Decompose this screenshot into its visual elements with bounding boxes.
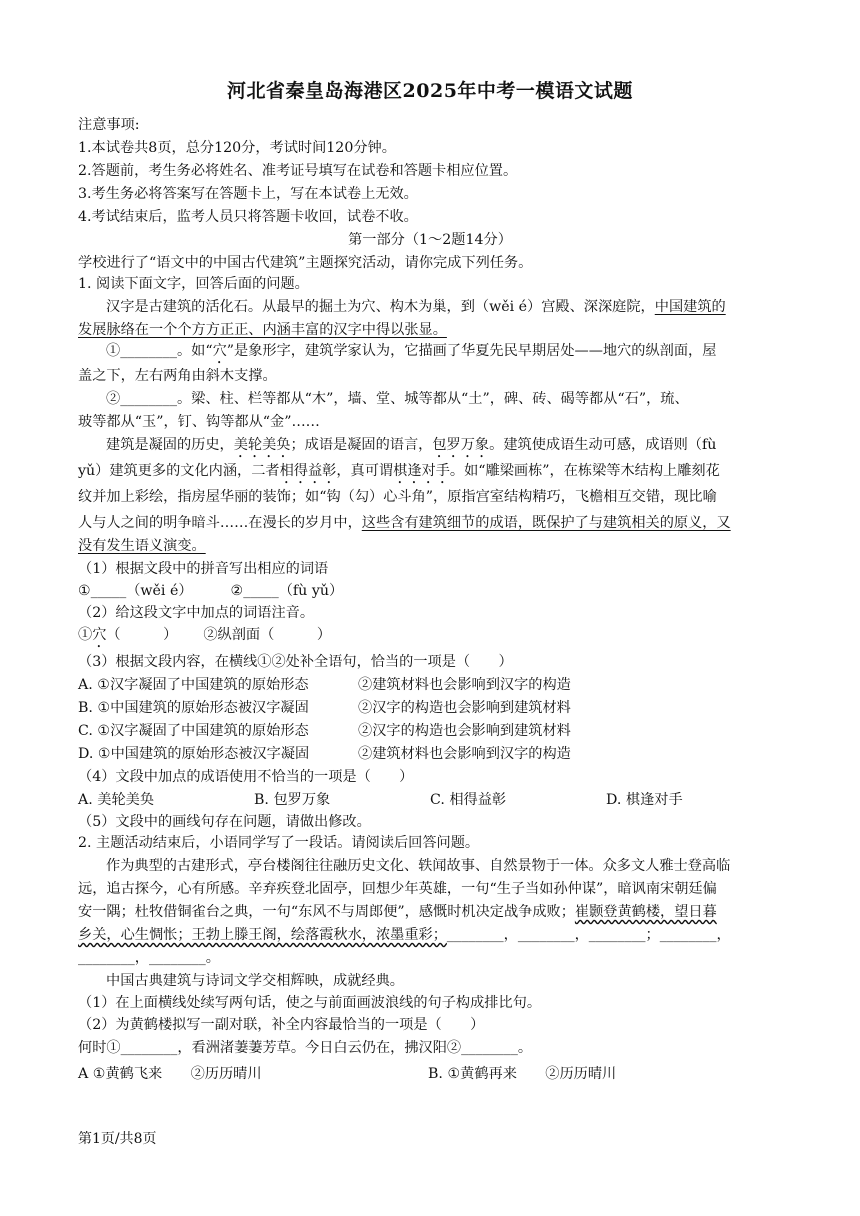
q1-passage-line: 纹并加上彩绘，指房屋华丽的装饰；如“钩（勾）心斗角”，原指宫室结构精巧，飞檐相互交错，现比喻 xyxy=(78,489,717,505)
q1-passage-line: 盖之下，左右两角由斜木支撑。 xyxy=(78,368,277,384)
underlined-sentence: 这些含有建筑细节的成语，既保护了与建筑相关的原义，又 xyxy=(361,515,731,531)
option[interactable]: A. 美轮美奂 xyxy=(78,792,155,808)
answer-blank[interactable]: ①_____（wěi é） xyxy=(78,583,193,599)
text: 。如“雕梁画栋”，在栋梁等木结构上雕刻花 xyxy=(449,463,720,479)
dotted-char: 穴 xyxy=(212,343,227,359)
underlined-sentence: 中国建筑的 xyxy=(654,299,726,315)
text: ；成语是凝固的语言， xyxy=(290,437,433,453)
text: 安一隅；杜牧借铜雀台之典，一句“东风不与周郎便”，感慨时机决定战争成败； xyxy=(78,904,575,920)
q1-sub2-blanks xyxy=(78,624,783,651)
q2-passage-line[interactable]: ________，________。 xyxy=(78,950,220,966)
part1-heading: 第一部分（1～2题14分） xyxy=(348,232,512,248)
underlined-sentence: 没有发生语义演变。 xyxy=(78,538,206,554)
q1-sub4: （4）文段中加点的成语使用不恰当的一项是（ ） xyxy=(78,769,414,785)
q1-passage-line xyxy=(78,340,783,367)
q1-passage-line xyxy=(78,434,783,461)
option-part: B. ①中国建筑的原始形态被汉字凝固 xyxy=(78,700,309,716)
q1-passage-line xyxy=(78,319,783,339)
dotted-idiom: 包罗万象 xyxy=(432,437,490,453)
q2-passage-line: 作为典型的古建形式，亭台楼阁往往融历史文化、轶闻故事、自然景物于一体。众多文人雅士登高临 xyxy=(106,858,731,874)
text: ①________。如“ xyxy=(106,343,213,359)
underlined-sentence: 发展脉络在一个个方方正正、内涵丰富的汉字中得以张显。 xyxy=(78,322,447,338)
notice-item: 2.答题前，考生务必将姓名、准考证号填写在试卷和答题卡相应位置。 xyxy=(78,163,518,179)
q1-sub2: （2）给这段文字中加点的词语注音。 xyxy=(78,605,315,621)
q1-sub1: （1）根据文段中的拼音写出相应的词语 xyxy=(78,561,329,577)
notice-heading: 注意事项: xyxy=(78,117,140,133)
option[interactable]: B. 包罗万象 xyxy=(254,792,331,808)
q1-sub1-blanks xyxy=(78,580,783,600)
q1-sub3: （3）根据文段内容，在横线①②处补全语句，恰当的一项是（ ） xyxy=(78,654,513,670)
q2-passage-line: 远，追古探今，心有所感。辛弃疾登北固亭，回想少年英雄，一句“生子当如孙仲谋”，暗讽南宋朝廷偏 xyxy=(78,881,717,897)
text: 建筑是凝固的历史， xyxy=(106,437,234,453)
option-part: A. ①汉字凝固了中国建筑的原始形态 xyxy=(78,677,309,693)
q1-passage-line: 玻等都从“玉”，钉、钩等都从“金”…… xyxy=(78,414,320,430)
answer-blank[interactable]: （ ） xyxy=(106,627,178,643)
text: ① xyxy=(78,627,93,643)
option-part: D. ①中国建筑的原始形态被汉字凝固 xyxy=(78,746,310,762)
option-part: ②建筑材料也会影响到汉字的构造 xyxy=(358,677,571,693)
q1-passage-line xyxy=(78,535,783,555)
part1-intro: 学校进行了“语文中的中国古代建筑”主题探究活动，请你完成下列任务。 xyxy=(78,255,533,271)
wavy-underlined-sentence: 崔颢登黄鹤楼，望日暮 xyxy=(574,904,717,920)
q2-passage-line xyxy=(78,901,783,921)
q1-sub3-option[interactable] xyxy=(78,720,783,740)
q1-sub5: （5）文段中的画线句存在问题，请做出修改。 xyxy=(78,814,371,830)
q2-sub1: （1）在上面横线处续写两句话，使之与前面画波浪线的句子构成排比句。 xyxy=(78,995,542,1011)
dotted-char: 穴 xyxy=(92,627,107,643)
text: 人与人之间的明争暗斗……在漫长的岁月中， xyxy=(78,515,362,531)
page-title: 河北省秦皇岛海港区2025年中考一模语文试题 xyxy=(227,80,633,102)
text: 汉字是古建筑的活化石。从最早的掘土为穴、构木为巢，到（wěi é）宫殿、深深庭院， xyxy=(106,299,655,315)
q2-sub2: （2）为黄鹤楼拟写一副对联，补全内容最恰当的一项是（ ） xyxy=(78,1017,485,1033)
dotted-idiom: 相得益彰 xyxy=(279,463,337,479)
wavy-underlined-sentence: 乡关，心生惆怅；王勃上滕王阁，绘落霞秋水，浓墨重彩； xyxy=(78,927,447,943)
q1-passage-line xyxy=(78,296,783,316)
text: ，真可谓 xyxy=(336,463,394,479)
option[interactable]: C. 相得益彰 xyxy=(430,792,507,808)
q1-sub4-options xyxy=(78,789,783,809)
dotted-idiom: 美轮美奂 xyxy=(233,437,291,453)
notice-item: 3.考生务必将答案写在答题卡上，写在本试卷上无效。 xyxy=(78,186,418,202)
q1-sub3-option[interactable] xyxy=(78,697,783,717)
option-part: ②建筑材料也会影响到汉字的构造 xyxy=(358,746,571,762)
notice-item: 4.考试结束后，监考人员只将答题卡收回，试卷不收。 xyxy=(78,209,418,225)
answer-blank[interactable]: ________，________，________；________， xyxy=(446,927,731,943)
text: ”是象形字，建筑学家认为，它描画了华夏先民早期居处——地穴的纵剖面，屋 xyxy=(226,343,717,359)
notice-item: 1.本试卷共8页，总分120分，考试时间120分钟。 xyxy=(78,140,396,156)
q2-passage-line xyxy=(78,924,783,944)
option-part: ②汉字的构造也会影响到建筑材料 xyxy=(358,723,571,739)
option[interactable]: D. 棋逢对手 xyxy=(606,792,683,808)
answer-blank[interactable]: ②_____（fù yǔ） xyxy=(230,583,344,599)
q1-sub3-option[interactable] xyxy=(78,743,783,763)
q2-stem: 2. 主题活动结束后，小语同学写了一段话。请阅读后回答问题。 xyxy=(78,835,480,851)
q2-passage-line: 中国古典建筑与诗词文学交相辉映，成就经典。 xyxy=(106,973,404,989)
answer-blank[interactable]: ②纵剖面（ ） xyxy=(203,627,332,643)
option-part: ②汉字的构造也会影响到建筑材料 xyxy=(358,700,571,716)
page-number: 第1页/共8页 xyxy=(78,1131,157,1147)
q1-stem: 1. 阅读下面文字，回答后面的问题。 xyxy=(78,276,309,292)
option[interactable]: B. ①黄鹤再来 ②历历晴川 xyxy=(428,1066,617,1082)
q2-couplet: 何时①________，看洲渚萋萋芳草。今日白云仍在，拂汉阳②________。 xyxy=(78,1040,533,1056)
text: 。建筑使成语生动可感，成语则（fù xyxy=(489,437,717,453)
q1-passage-line xyxy=(78,460,783,487)
q2-sub2-options xyxy=(78,1063,783,1083)
q1-passage-line: ②________。梁、柱、栏等都从“木”，墙、堂、城等都从“土”，碑、砖、碣等都从“石”，琉、 xyxy=(106,391,689,407)
option-part: C. ①汉字凝固了中国建筑的原始形态 xyxy=(78,723,309,739)
q1-passage-line xyxy=(78,512,783,532)
text: yǔ）建筑更多的文化内涵，二者 xyxy=(78,463,280,479)
q1-sub3-option[interactable] xyxy=(78,674,783,694)
dotted-idiom: 棋逢对手 xyxy=(393,463,450,479)
option[interactable]: A ①黄鹤飞来 ②历历晴川 xyxy=(78,1066,262,1082)
